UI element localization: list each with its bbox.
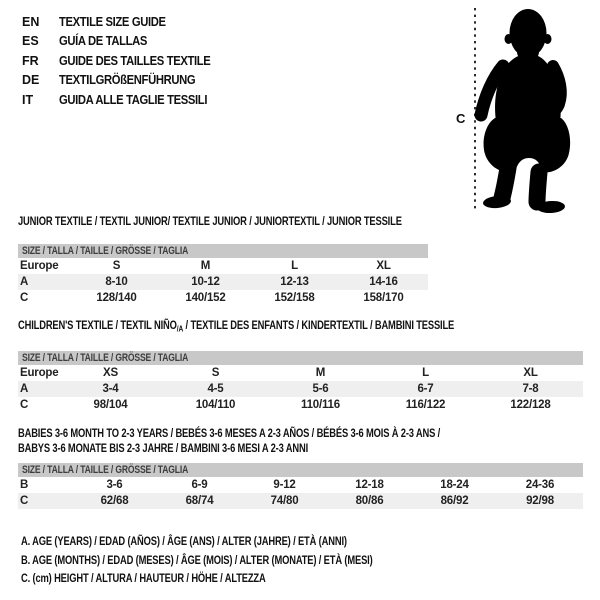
age-cell: 9-12 bbox=[273, 479, 296, 491]
language-row-es bbox=[22, 32, 227, 51]
junior-size-table bbox=[18, 258, 428, 306]
height-cell: 104/110 bbox=[195, 398, 236, 411]
language-label: GUÍA DE TALLAS bbox=[59, 34, 148, 49]
table-row bbox=[18, 381, 583, 397]
height-cell: 158/170 bbox=[363, 292, 404, 304]
size-cell: M bbox=[315, 366, 326, 379]
language-code: ES bbox=[22, 34, 39, 49]
babies-table-title-line2: BABYS 3-6 MONATE BIS 2-3 JAHRE / BAMBINI 3-6 MESI A 2-3 ANNI bbox=[18, 441, 309, 455]
age-cell: 10-12 bbox=[191, 276, 220, 288]
height-cell: 98/104 bbox=[93, 398, 128, 411]
table-row bbox=[18, 493, 583, 509]
size-cell: XL bbox=[376, 260, 391, 272]
age-cell: 6-7 bbox=[417, 382, 434, 395]
language-code: EN bbox=[22, 15, 40, 29]
language-row-fr bbox=[22, 52, 227, 71]
row-label: C bbox=[20, 398, 29, 411]
legend-line-c: C. (cm) HEIGHT / ALTURA / HAUTEUR / HÖHE / ALTEZZA bbox=[21, 571, 266, 585]
language-code: FR bbox=[22, 53, 39, 68]
legend-line-b: B. AGE (MONTHS) / EDAD (MESES) / ÂGE (MOIS) / ALTER (MONATE) / ETÀ (MESI) bbox=[21, 552, 373, 567]
age-cell: 5-6 bbox=[312, 382, 329, 395]
height-cell: 110/116 bbox=[301, 398, 340, 411]
babies-size-header-bar: SIZE / TALLA / TAILLE / GRÖSSE / TAGLIA bbox=[18, 463, 583, 477]
height-cell: 116/122 bbox=[405, 398, 446, 411]
language-row-it bbox=[22, 91, 227, 110]
row-label: B bbox=[20, 479, 29, 491]
language-label: TEXTILGRÖßENFÜHRUNG bbox=[59, 73, 196, 88]
table-row bbox=[18, 365, 583, 381]
childrens-textile-section bbox=[18, 318, 585, 413]
size-cell: S bbox=[211, 366, 220, 379]
row-label: C bbox=[20, 292, 29, 304]
height-cell: 122/128 bbox=[510, 398, 551, 411]
size-cell: XS bbox=[103, 366, 118, 379]
age-cell: 24-36 bbox=[525, 479, 555, 491]
babies-table-title-line1: BABIES 3-6 MONTH TO 2-3 YEARS / BEBÉS 3-6 MESES A 2-3 AÑOS / BÉBÉS 3-6 MOIS À 2-3 ANS / bbox=[18, 426, 441, 440]
baby-silhouette-graphic bbox=[455, 2, 597, 214]
babies-size-table bbox=[18, 477, 583, 509]
age-cell: 6-9 bbox=[191, 479, 208, 491]
language-code: DE bbox=[22, 73, 40, 88]
age-cell: 14-16 bbox=[369, 276, 398, 288]
childrens-size-table bbox=[18, 365, 583, 413]
age-cell: 12-13 bbox=[280, 276, 309, 288]
age-cell: 3-6 bbox=[106, 479, 123, 491]
table-row bbox=[18, 477, 583, 493]
height-cell: 140/152 bbox=[185, 292, 226, 304]
language-code: IT bbox=[22, 92, 34, 107]
height-measure-label: C bbox=[456, 111, 466, 126]
baby-silhouette-icon bbox=[481, 9, 570, 214]
language-label: GUIDE DES TAILLES TEXTILE bbox=[59, 53, 211, 68]
row-label: Europe bbox=[20, 366, 59, 379]
height-cell: 92/98 bbox=[526, 495, 554, 507]
babies-textile-section bbox=[18, 426, 585, 509]
size-cell: M bbox=[200, 260, 211, 272]
height-cell: 128/140 bbox=[96, 292, 137, 304]
legend-line-a: A. AGE (YEARS) / EDAD (AÑOS) / ÂGE (ANS) / ALTER (JAHRE) / ETÀ (ANNI) bbox=[21, 534, 347, 548]
age-cell: 12-18 bbox=[355, 479, 384, 491]
height-cell: 86/92 bbox=[440, 495, 469, 507]
language-row-de bbox=[22, 71, 227, 90]
size-cell: XL bbox=[523, 366, 538, 379]
subscript-text: /A bbox=[176, 323, 184, 334]
row-label: A bbox=[20, 276, 29, 288]
age-cell: 4-5 bbox=[207, 382, 224, 395]
language-label: GUIDA ALLE TAGLIE TESSILI bbox=[59, 92, 208, 107]
legend bbox=[21, 532, 472, 588]
age-cell: 7-8 bbox=[522, 382, 539, 395]
age-cell: 3-4 bbox=[102, 382, 119, 395]
height-cell: 62/68 bbox=[100, 495, 129, 507]
language-label: TEXTILE SIZE GUIDE bbox=[59, 15, 166, 29]
size-cell: S bbox=[112, 260, 121, 272]
age-cell: 8-10 bbox=[105, 276, 128, 288]
height-cell: 68/74 bbox=[185, 495, 214, 507]
row-label: Europe bbox=[20, 260, 59, 272]
height-figure bbox=[455, 2, 597, 214]
language-row-en bbox=[22, 13, 227, 32]
junior-textile-section bbox=[18, 214, 430, 306]
size-cell: L bbox=[422, 366, 429, 379]
table-row bbox=[18, 290, 428, 306]
childrens-size-header-bar: SIZE / TALLA / TAILLE / GRÖSSE / TAGLIA bbox=[18, 351, 583, 365]
height-cell: 80/86 bbox=[355, 495, 384, 507]
size-cell: L bbox=[291, 260, 298, 272]
table-row bbox=[18, 258, 428, 274]
age-cell: 18-24 bbox=[440, 479, 469, 491]
table-row bbox=[18, 397, 583, 413]
row-label: A bbox=[20, 382, 29, 395]
table-row bbox=[18, 274, 428, 290]
height-cell: 74/80 bbox=[270, 495, 299, 507]
childrens-table-title: CHILDREN'S TEXTILE / TEXTIL $NIÑO_{/A}$ / TEXTILE DES ENFANTS / KINDERTEXTIL / BAMBINI TESSILE bbox=[18, 318, 455, 334]
junior-size-header-bar: SIZE / TALLA / TAILLE / GRÖSSE / TAGLIA bbox=[18, 244, 428, 258]
height-cell: 152/158 bbox=[274, 292, 315, 304]
junior-table-title: JUNIOR TEXTILE / TEXTIL JUNIOR/ TEXTILE JUNIOR / JUNIORTEXTIL / JUNIOR TESSILE bbox=[18, 214, 402, 228]
row-label: C bbox=[20, 495, 29, 507]
language-list bbox=[22, 13, 227, 110]
